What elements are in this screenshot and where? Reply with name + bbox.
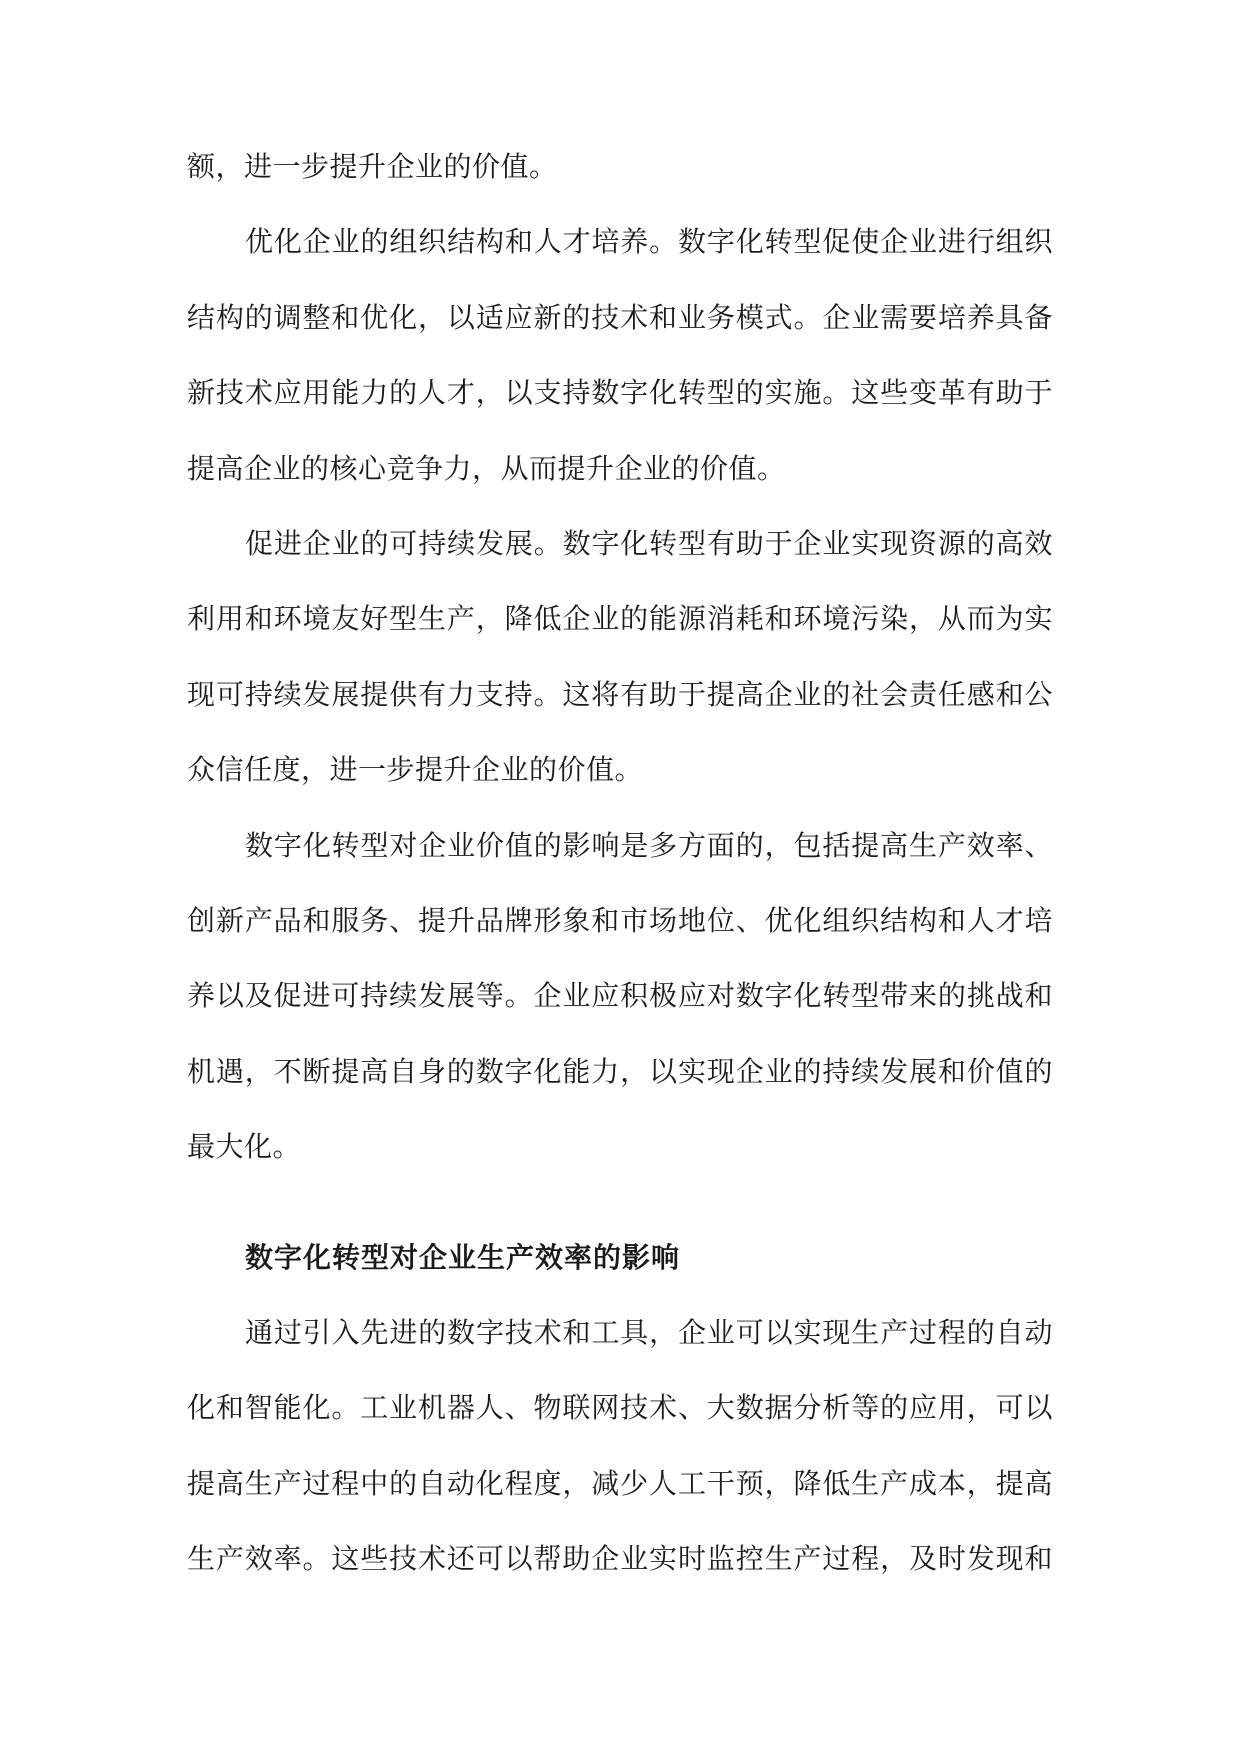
text-line-01: 额，进一步提升企业的价值。 xyxy=(187,152,558,183)
text-line-13: 机遇，不断提高自身的数字化能力，以实现企业的持续发展和价值的 xyxy=(187,1056,1053,1088)
section-heading: 数字化转型对企业生产效率的影响 xyxy=(245,1242,681,1274)
text-line-08: 现可持续发展提供有力支持。这将有助于提高企业的社会责任感和公 xyxy=(187,679,1053,711)
text-line-16: 通过引入先进的数字技术和工具，企业可以实现生产过程的自动 xyxy=(245,1317,1053,1349)
text-line-10: 数字化转型对企业价值的影响是多方面的，包括提高生产效率、 xyxy=(245,830,1053,862)
text-line-19: 生产效率。这些技术还可以帮助企业实时监控生产过程，及时发现和 xyxy=(187,1544,1053,1576)
text-line-09: 众信任度，进一步提升企业的价值。 xyxy=(187,755,644,787)
text-line-02: 优化企业的组织结构和人才培养。数字化转型促使企业进行组织 xyxy=(245,227,1053,259)
text-line-06: 促进企业的可持续发展。数字化转型有助于企业实现资源的高效 xyxy=(245,528,1053,560)
text-line-05: 提高企业的核心竞争力，从而提升企业的价值。 xyxy=(187,453,786,485)
text-line-04: 新技术应用能力的人才，以支持数字化转型的实施。这些变革有助于 xyxy=(187,378,1053,410)
text-line-07: 利用和环境友好型生产，降低企业的能源消耗和环境污染，从而为实 xyxy=(187,604,1053,636)
document-text-block xyxy=(187,130,1053,1597)
text-line-17: 化和智能化。工业机器人、物联网技术、大数据分析等的应用，可以 xyxy=(187,1393,1053,1425)
text-line-14: 最大化。 xyxy=(187,1132,302,1164)
text-line-18: 提高生产过程中的自动化程度，减少人工干预，降低生产成本，提高 xyxy=(187,1468,1053,1500)
text-line-03: 结构的调整和优化，以适应新的技术和业务模式。企业需要培养具备 xyxy=(187,302,1053,334)
text-line-11: 创新产品和服务、提升品牌形象和市场地位、优化组织结构和人才培 xyxy=(187,905,1053,937)
text-line-12: 养以及促进可持续发展等。企业应积极应对数字化转型带来的挑战和 xyxy=(187,981,1053,1013)
